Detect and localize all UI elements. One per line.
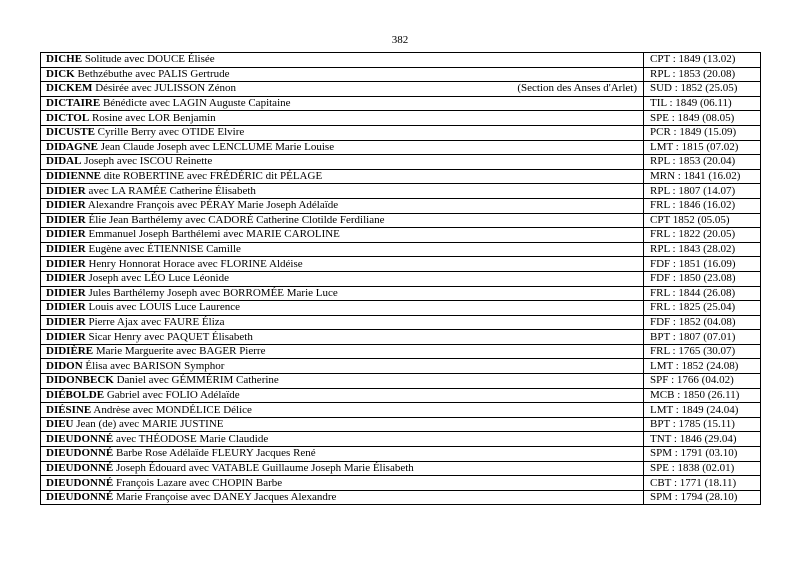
entry-names-cell (41, 388, 644, 403)
entry-surname: DICUSTE (46, 126, 95, 139)
entry-names-cell (41, 82, 644, 97)
entry-reference-cell: CPT : 1849 (13.02) (644, 53, 761, 68)
entry-surname: DIDIER (46, 301, 86, 314)
entry-spouses: avec THÉODOSE Marie Claudide (113, 432, 269, 445)
entry-surname: DICTAIRE (46, 97, 101, 110)
table-row (41, 140, 761, 155)
entry-reference-cell: CBT : 1771 (18.11) (644, 476, 761, 491)
entry-surname: DIDONBECK (46, 374, 114, 387)
entry-surname: DICK (46, 67, 75, 80)
entry-surname: DIEUDONNÉ (46, 432, 114, 445)
table-row (41, 125, 761, 140)
table-row (41, 184, 761, 199)
entry-spouses: Marie Marguerite avec BAGER Pierre (93, 345, 266, 358)
entry-reference-cell: BPT : 1807 (07.01) (644, 330, 761, 345)
entry-spouses: Rosine avec LOR Benjamin (89, 111, 216, 124)
table-row (41, 301, 761, 316)
entry-surname: DIEUDONNÉ (46, 447, 114, 460)
table-row (41, 67, 761, 82)
entry-names-cell (41, 257, 644, 272)
entry-surname: DIDON (46, 359, 83, 372)
entry-reference-cell: LMT : 1815 (07.02) (644, 140, 761, 155)
entry-surname: DIDIER (46, 286, 86, 299)
entry-names-cell (41, 155, 644, 170)
entry-reference-cell: FRL : 1822 (20.05) (644, 228, 761, 243)
entry-reference-cell: FDF : 1852 (04.08) (644, 315, 761, 330)
table-row (41, 330, 761, 345)
entry-surname: DIDIER (46, 272, 86, 285)
table-row (41, 228, 761, 243)
entry-names-cell (41, 461, 644, 476)
entry-reference-cell: RPL : 1853 (20.08) (644, 67, 761, 82)
entry-surname: DICHE (46, 53, 83, 66)
entry-reference-cell: TIL : 1849 (06.11) (644, 96, 761, 111)
entry-spouses: Jean (de) avec MARIE JUSTINE (73, 418, 224, 431)
entry-spouses: Daniel avec GÉMMÉRIM Catherine (113, 374, 279, 387)
entry-reference-cell: BPT : 1785 (15.11) (644, 417, 761, 432)
entry-names-cell (41, 67, 644, 82)
entry-names-cell (41, 271, 644, 286)
entry-names-cell (41, 447, 644, 462)
entry-surname: DIEUDONNÉ (46, 491, 114, 504)
entry-names-cell (41, 344, 644, 359)
entry-spouses: Andrèse avec MONDÉLICE Délice (91, 403, 252, 416)
table-row (41, 111, 761, 126)
entry-surname: DIEU (46, 418, 74, 431)
entry-names-cell (41, 228, 644, 243)
entry-names-cell (41, 96, 644, 111)
entry-reference-cell: SPM : 1791 (03.10) (644, 447, 761, 462)
entry-names-cell (41, 315, 644, 330)
entry-surname: DIDIER (46, 315, 86, 328)
table-row (41, 374, 761, 389)
entry-reference-cell: FRL : 1846 (16.02) (644, 198, 761, 213)
entry-reference-cell: SUD : 1852 (25.05) (644, 82, 761, 97)
entry-reference-cell: SPE : 1849 (08.05) (644, 111, 761, 126)
entry-spouses: Sicar Henry avec PAQUET Élisabeth (85, 330, 253, 343)
entry-spouses: Cyrille Berry avec OTIDE Elvire (94, 126, 245, 139)
entry-surname: DIDIENNE (46, 170, 102, 183)
table-row (41, 490, 761, 505)
entry-names-cell (41, 403, 644, 418)
entry-reference-cell: FRL : 1825 (25.04) (644, 301, 761, 316)
entry-surname: DIEUDONNÉ (46, 461, 114, 474)
table-row (41, 155, 761, 170)
entry-spouses: Joseph avec ISCOU Reinette (81, 155, 213, 168)
entry-reference-cell: LMT : 1852 (24.08) (644, 359, 761, 374)
entry-names-cell (41, 125, 644, 140)
entry-spouses: Solitude avec DOUCE Élisée (82, 53, 215, 66)
entry-surname: DIDIER (46, 330, 86, 343)
entry-names-cell (41, 476, 644, 491)
entry-names-cell (41, 286, 644, 301)
table-row (41, 359, 761, 374)
entry-spouses: dite ROBERTINE avec FRÉDÉRIC dit PÉLAGE (101, 170, 323, 183)
entry-surname: DIDIER (46, 243, 86, 256)
entry-names-cell (41, 111, 644, 126)
table-row (41, 447, 761, 462)
entry-reference-cell: SPE : 1838 (02.01) (644, 461, 761, 476)
table-row (41, 53, 761, 68)
entry-reference-cell: LMT : 1849 (24.04) (644, 403, 761, 418)
entry-note: (Section des Anses d'Arlet) (517, 82, 637, 95)
entry-reference-cell: CPT 1852 (05.05) (644, 213, 761, 228)
entry-reference-cell: RPL : 1853 (20.04) (644, 155, 761, 170)
entry-names-cell (41, 169, 644, 184)
entry-spouses: Élisa avec BARISON Symphor (82, 359, 225, 372)
entry-spouses: avec LA RAMÉE Catherine Élisabeth (85, 184, 256, 197)
entry-names-cell (41, 301, 644, 316)
entry-spouses: Élie Jean Barthélemy avec CADORÉ Catherine Clotilde Ferdiliane (85, 213, 385, 226)
entry-spouses: Joseph Édouard avec VATABLE Guillaume Joseph Marie Élisabeth (113, 461, 414, 474)
table-row (41, 417, 761, 432)
entry-spouses: Barbe Rose Adélaïde FLEURY Jacques René (113, 447, 316, 460)
entry-reference-cell: SPF : 1766 (04.02) (644, 374, 761, 389)
entry-reference-cell: FDF : 1851 (16.09) (644, 257, 761, 272)
entry-names-cell (41, 374, 644, 389)
entry-spouses: Emmanuel Joseph Barthélemi avec MARIE CAROLINE (85, 228, 340, 241)
entry-names-cell (41, 213, 644, 228)
marriage-register-table (40, 52, 761, 505)
entry-reference-cell: FDF : 1850 (23.08) (644, 271, 761, 286)
entry-surname: DIDAL (46, 155, 82, 168)
entry-reference-cell: FRL : 1765 (30.07) (644, 344, 761, 359)
entry-surname: DIDIER (46, 228, 86, 241)
entry-surname: DICTOL (46, 111, 90, 124)
table-row (41, 82, 761, 97)
entry-names-cell (41, 53, 644, 68)
entry-names-cell (41, 432, 644, 447)
entry-spouses: Eugène avec ÉTIENNISE Camille (85, 243, 241, 256)
table-row (41, 96, 761, 111)
entry-surname: DIDIER (46, 199, 86, 212)
table-row (41, 315, 761, 330)
entry-reference-cell: MCB : 1850 (26.11) (644, 388, 761, 403)
entry-names-cell (41, 330, 644, 345)
entry-surname: DIÉSINE (46, 403, 92, 416)
entry-spouses: François Lazare avec CHOPIN Barbe (113, 476, 283, 489)
entry-reference-cell: MRN : 1841 (16.02) (644, 169, 761, 184)
entry-surname: DIÉBOLDE (46, 388, 105, 401)
entry-reference-cell: SPM : 1794 (28.10) (644, 490, 761, 505)
entry-names-cell (41, 359, 644, 374)
entry-names-cell (41, 490, 644, 505)
table-row (41, 257, 761, 272)
table-row (41, 213, 761, 228)
entry-reference-cell: RPL : 1807 (14.07) (644, 184, 761, 199)
entry-spouses: Louis avec LOUIS Luce Laurence (85, 301, 240, 314)
entry-reference-cell: TNT : 1846 (29.04) (644, 432, 761, 447)
entry-spouses: Gabriel avec FOLIO Adélaïde (104, 388, 240, 401)
entry-names-cell (41, 184, 644, 199)
entry-surname: DIDIER (46, 184, 86, 197)
entry-surname: DIEUDONNÉ (46, 476, 114, 489)
entry-surname: DICKEM (46, 82, 93, 95)
entry-surname: DIDIÈRE (46, 345, 94, 358)
entry-spouses: Désirée avec JULISSON Zénon (92, 82, 237, 95)
entry-names-cell (41, 417, 644, 432)
table-row (41, 271, 761, 286)
table-row (41, 388, 761, 403)
table-row (41, 344, 761, 359)
entry-spouses: Alexandre François avec PÉRAY Marie Joseph Adélaïde (85, 199, 339, 212)
entry-reference-cell: FRL : 1844 (26.08) (644, 286, 761, 301)
entry-spouses: Henry Honnorat Horace avec FLORINE Aldéise (85, 257, 303, 270)
entry-spouses: Joseph avec LÉO Luce Léonide (85, 272, 229, 285)
entry-reference-cell: PCR : 1849 (15.09) (644, 125, 761, 140)
table-row (41, 461, 761, 476)
entry-reference-cell: RPL : 1843 (28.02) (644, 242, 761, 257)
table-row (41, 286, 761, 301)
entry-spouses: Marie Françoise avec DANEY Jacques Alexandre (113, 491, 337, 504)
register-rows (41, 53, 761, 505)
entry-spouses: Bénédicte avec LAGIN Auguste Capitaine (100, 97, 291, 110)
table-row (41, 198, 761, 213)
entry-surname: DIDIER (46, 257, 86, 270)
entry-surname: DIDIER (46, 213, 86, 226)
entry-spouses: Jules Barthélemy Joseph avec BORROMÉE Marie Luce (85, 286, 338, 299)
entry-spouses: Pierre Ajax avec FAURE Éliza (85, 315, 225, 328)
entry-spouses: Bethzébuthe avec PALIS Gertrude (74, 67, 230, 80)
table-row (41, 432, 761, 447)
page-number: 382 (391, 34, 409, 46)
table-row (41, 403, 761, 418)
entry-names-cell (41, 140, 644, 155)
entry-spouses: Jean Claude Joseph avec LENCLUME Marie Louise (97, 140, 335, 153)
entry-surname: DIDAGNE (46, 140, 98, 153)
table-row (41, 169, 761, 184)
entry-names-cell (41, 198, 644, 213)
table-row (41, 476, 761, 491)
table-row (41, 242, 761, 257)
entry-names-cell (41, 242, 644, 257)
